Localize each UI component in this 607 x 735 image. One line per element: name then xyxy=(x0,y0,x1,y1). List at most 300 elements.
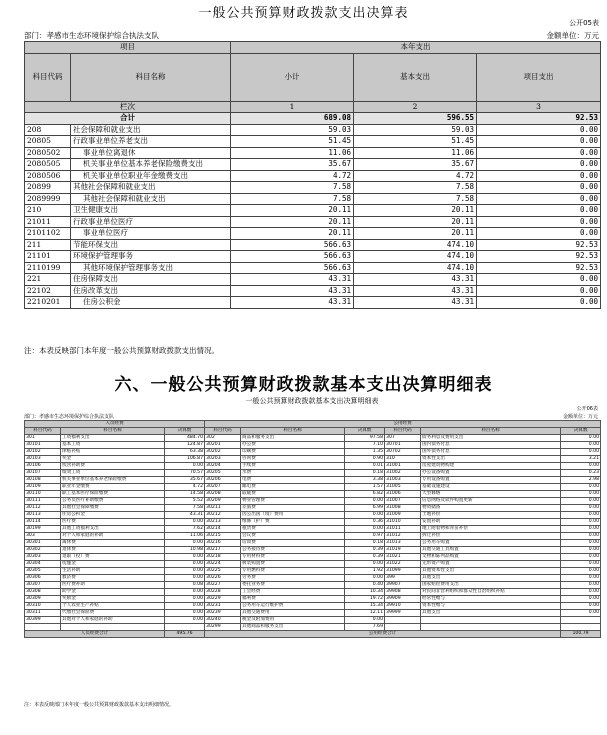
table-row xyxy=(25,170,601,182)
cell-amount-a: 14.58 xyxy=(165,491,205,498)
cell-code-a: 303 xyxy=(25,533,61,540)
row-project: 0.00 xyxy=(477,182,601,194)
cell-name-a: 住房公积金 xyxy=(61,512,165,519)
row-subtotal: 43.31 xyxy=(231,285,354,297)
cell-code-a: 30101 xyxy=(25,442,61,449)
table2-row xyxy=(25,484,601,491)
table2-row xyxy=(25,540,601,547)
cell-name-c: 专用设备购置 xyxy=(421,477,561,484)
cell-code-c: 30701 xyxy=(385,442,421,449)
cell-amount-c: 0.00 xyxy=(561,540,601,547)
cell-code-b: 30240 xyxy=(205,617,241,624)
cell-code-b: 30224 xyxy=(205,561,241,568)
cell-name-c: 资本性赠与 xyxy=(421,603,561,610)
total-project: 92.53 xyxy=(477,113,601,125)
cell-name-c: 土地补偿 xyxy=(421,512,561,519)
cell-amount-b: 0.90 xyxy=(345,456,385,463)
row-code: 22102 xyxy=(25,285,71,297)
cell-name-b: 工会经费 xyxy=(241,589,345,596)
cell-amount-a: 70.57 xyxy=(165,470,205,477)
cell-amount-c: 0.00 xyxy=(561,568,601,575)
table2-row xyxy=(25,610,601,617)
cell-code-a: 30107 xyxy=(25,470,61,477)
cell-amount-c: 0.00 xyxy=(561,575,601,582)
cell-name-c: 资本性支出 xyxy=(421,456,561,463)
cell-amount-b: 10.34 xyxy=(345,589,385,596)
cell-code-a: 30307 xyxy=(25,582,61,589)
table2-row xyxy=(25,624,601,631)
row-project: 0.00 xyxy=(477,228,601,240)
table-row xyxy=(25,285,601,297)
cell-name-b: 委托业务费 xyxy=(241,582,345,589)
cell-name-b: 印刷费 xyxy=(241,449,345,456)
row-name: 其他社会保障和就业支出 xyxy=(71,182,231,194)
cell-amount-c: 0.00 xyxy=(561,610,601,617)
colnum-3: 3 xyxy=(477,101,601,113)
table1-title: 一般公共预算财政拨款支出决算表 xyxy=(198,6,409,21)
row-name: 住房公积金 xyxy=(71,297,231,309)
row-project: 0.00 xyxy=(477,136,601,148)
cell-name-a: 生活补助 xyxy=(61,568,165,575)
cell-amount-c: 0.00 xyxy=(561,603,601,610)
cell-code-c: 39909 xyxy=(385,596,421,603)
table2-row xyxy=(25,554,601,561)
cell-amount-c: 0.00 xyxy=(561,547,601,554)
cell-amount-b: 1.57 xyxy=(345,484,385,491)
header-item: 项目 xyxy=(25,42,231,54)
cell-name-b: 差旅费 xyxy=(241,505,345,512)
cell-amount-c: 0.00 xyxy=(561,596,601,603)
cell-name-c: 其他资本性支出 xyxy=(421,568,561,575)
table2-row xyxy=(25,442,601,449)
cell-code-b: 30216 xyxy=(205,540,241,547)
row-basic: 7.58 xyxy=(354,182,477,194)
cell-amount-a: 0.08 xyxy=(165,582,205,589)
cell-amount-c: 0.00 xyxy=(561,484,601,491)
cell-name-a: 个人农业生产补贴 xyxy=(61,603,165,610)
row-project: 0.00 xyxy=(477,274,601,286)
t2-col-name-2: 科目名称 xyxy=(241,428,345,435)
cell-code-c xyxy=(385,624,421,631)
cell-amount-b: 0.00 xyxy=(345,617,385,624)
cell-code-b: 30206 xyxy=(205,477,241,484)
cell-code-a xyxy=(25,624,61,631)
table2-row xyxy=(25,526,601,533)
cell-amount-b: 1.35 xyxy=(345,449,385,456)
cell-amount-a: 106.87 xyxy=(165,456,205,463)
cell-name-b: 被装购置费 xyxy=(241,561,345,568)
table2-title: 一般公共预算财政拨款基本支出决算明细表 xyxy=(245,397,379,405)
table2-row xyxy=(25,456,601,463)
row-code: 2080506 xyxy=(25,170,71,182)
cell-code-b: 30239 xyxy=(205,610,241,617)
t2-col-code-2: 科目代码 xyxy=(205,428,241,435)
cell-code-c: 39910 xyxy=(385,603,421,610)
cell-code-a: 30114 xyxy=(25,519,61,526)
row-subtotal: 7.58 xyxy=(231,193,354,205)
cell-amount-c: 0.00 xyxy=(561,582,601,589)
table2-row xyxy=(25,477,601,484)
row-basic: 43.31 xyxy=(354,297,477,309)
row-basic: 43.31 xyxy=(354,274,477,286)
cell-name-b: 专用燃料费 xyxy=(241,568,345,575)
cell-amount-c xyxy=(561,624,601,631)
cell-amount-a: 0.00 xyxy=(165,554,205,561)
t2-col-amount-1: 决算数 xyxy=(165,428,205,435)
cell-name-b: 其他商品和服务支出 xyxy=(241,624,345,631)
t2-col-amount-3: 决算数 xyxy=(561,428,601,435)
row-basic: 474.10 xyxy=(354,251,477,263)
cell-name-c: 其他支出 xyxy=(421,575,561,582)
cell-amount-c: 0.00 xyxy=(561,435,601,442)
colnum-label: 栏次 xyxy=(25,101,231,113)
row-subtotal: 43.31 xyxy=(231,297,354,309)
cell-code-a: 30309 xyxy=(25,596,61,603)
cell-name-c: 经常性赠与 xyxy=(421,596,561,603)
row-subtotal: 43.31 xyxy=(231,274,354,286)
cell-code-b: 30213 xyxy=(205,519,241,526)
row-subtotal: 20.11 xyxy=(231,216,354,228)
cell-amount-a: 4.72 xyxy=(165,484,205,491)
cell-amount-a: 0.00 xyxy=(165,540,205,547)
personal-total-label: 人员经费合计 xyxy=(25,631,165,638)
row-subtotal: 20.11 xyxy=(231,205,354,217)
cell-code-c: 31008 xyxy=(385,505,421,512)
cell-code-b: 30214 xyxy=(205,526,241,533)
cell-name-a: 奖金 xyxy=(61,456,165,463)
cell-amount-c: 0.00 xyxy=(561,526,601,533)
cell-amount-b: 0.01 xyxy=(345,463,385,470)
row-name: 行政事业单位养老支出 xyxy=(71,136,231,148)
total-subtotal: 689.08 xyxy=(231,113,354,125)
cell-code-a: 30399 xyxy=(25,617,61,624)
cell-name-a: 绩效工资 xyxy=(61,470,165,477)
cell-code-c: 31010 xyxy=(385,519,421,526)
table2-row xyxy=(25,533,601,540)
cell-code-c: 31099 xyxy=(385,568,421,575)
row-project: 0.00 xyxy=(477,205,601,217)
cell-name-a: 医疗费 xyxy=(61,519,165,526)
cell-code-a: 30106 xyxy=(25,463,61,470)
cell-amount-b: 0.36 xyxy=(345,519,385,526)
cell-code-a: 30102 xyxy=(25,449,61,456)
cell-code-b: 30203 xyxy=(205,456,241,463)
cell-amount-b: 15.34 xyxy=(345,603,385,610)
cell-name-b: 咨询费 xyxy=(241,456,345,463)
cell-amount-c: 0.00 xyxy=(561,498,601,505)
cell-amount-c: 0.00 xyxy=(561,554,601,561)
cell-code-c: 31009 xyxy=(385,512,421,519)
cell-code-c: 31021 xyxy=(385,554,421,561)
cell-code-b: 30227 xyxy=(205,582,241,589)
table-row xyxy=(25,251,601,263)
cell-code-b: 30202 xyxy=(205,449,241,456)
cell-amount-c: 0.00 xyxy=(561,589,601,596)
cell-code-a: 30301 xyxy=(25,540,61,547)
row-name: 其他社会保障和就业支出 xyxy=(71,193,231,205)
cell-code-a: 30199 xyxy=(25,526,61,533)
cell-amount-c xyxy=(561,617,601,624)
row-project: 0.00 xyxy=(477,170,601,182)
cell-code-b: 30207 xyxy=(205,484,241,491)
cell-code-c: 31012 xyxy=(385,533,421,540)
cell-code-b: 30208 xyxy=(205,491,241,498)
row-subtotal: 566.63 xyxy=(231,251,354,263)
t2-col-code-1: 科目代码 xyxy=(25,428,61,435)
cell-code-b: 30228 xyxy=(205,589,241,596)
cell-code-b: 30201 xyxy=(205,442,241,449)
public-total-label: 公用经费合计 xyxy=(205,631,561,638)
expenditure-table xyxy=(24,41,601,309)
cell-name-c: 基础设施建设 xyxy=(421,484,561,491)
cell-amount-c: 0.00 xyxy=(561,505,601,512)
cell-name-b: 水费 xyxy=(241,470,345,477)
cell-amount-a: 0.00 xyxy=(165,561,205,568)
cell-name-b: 公务接待费 xyxy=(241,547,345,554)
cell-name-c: 其他交通工具购置 xyxy=(421,547,561,554)
row-code: 20805 xyxy=(25,136,71,148)
row-code: 2080505 xyxy=(25,159,71,171)
row-subtotal: 35.67 xyxy=(231,159,354,171)
cell-code-b: 30209 xyxy=(205,498,241,505)
row-project: 92.53 xyxy=(477,262,601,274)
col-name: 科目名称 xyxy=(71,53,231,101)
cell-amount-a: 0.00 xyxy=(165,603,205,610)
row-code: 208 xyxy=(25,124,71,136)
table-row xyxy=(25,182,601,194)
cell-amount-c: 0.23 xyxy=(561,470,601,477)
cell-name-b: 商品和服务支出 xyxy=(241,435,345,442)
cell-amount-c: 0.00 xyxy=(561,491,601,498)
cell-name-a: 医疗费补助 xyxy=(61,582,165,589)
table2-row xyxy=(25,435,601,442)
cell-amount-c: 0.00 xyxy=(561,449,601,456)
cell-amount-a: 0.00 xyxy=(165,463,205,470)
row-code: 2089999 xyxy=(25,193,71,205)
row-project: 0.00 xyxy=(477,285,601,297)
row-subtotal: 566.63 xyxy=(231,262,354,274)
row-project: 0.00 xyxy=(477,147,601,159)
cell-name-c: 无形资产购置 xyxy=(421,561,561,568)
cell-amount-b: 0.00 xyxy=(345,561,385,568)
cell-amount-a: 11.06 xyxy=(165,533,205,540)
cell-name-b: 福利费 xyxy=(241,596,345,603)
cell-amount-b: 7.10 xyxy=(345,442,385,449)
cell-amount-a: 0.00 xyxy=(165,568,205,575)
group-personal: 人员经费 xyxy=(25,421,205,428)
cell-amount-c: 0.00 xyxy=(561,519,601,526)
table-row xyxy=(25,239,601,251)
cell-name-c: 大型修缮 xyxy=(421,491,561,498)
cell-code-c: 310 xyxy=(385,456,421,463)
cell-code-c: 31003 xyxy=(385,477,421,484)
cell-amount-b: 0.18 xyxy=(345,540,385,547)
cell-amount-b: 1.92 xyxy=(345,568,385,575)
colnum-2: 2 xyxy=(354,101,477,113)
cell-amount-c: 3.21 xyxy=(561,456,601,463)
cell-name-c: 国内债务付息 xyxy=(421,442,561,449)
cell-code-b: 30205 xyxy=(205,470,241,477)
cell-amount-a: 0.00 xyxy=(165,610,205,617)
cell-amount-a: 0.00 xyxy=(165,519,205,526)
cell-amount-b: 0.00 xyxy=(345,498,385,505)
cell-name-c: 办公设备购置 xyxy=(421,470,561,477)
row-name: 事业单位离退休 xyxy=(71,147,231,159)
cell-code-c: 31013 xyxy=(385,540,421,547)
cell-amount-a: 63.38 xyxy=(165,449,205,456)
row-project: 0.00 xyxy=(477,216,601,228)
cell-name-a xyxy=(61,624,165,631)
cell-amount-b: 0.18 xyxy=(345,470,385,477)
cell-name-c: 公务用车购置 xyxy=(421,540,561,547)
table2-row xyxy=(25,617,601,624)
t2-col-name-3: 科目名称 xyxy=(421,428,561,435)
cell-code-b: 30217 xyxy=(205,547,241,554)
row-name: 事业单位医疗 xyxy=(71,228,231,240)
table-row xyxy=(25,274,601,286)
cell-amount-b: 0.00 xyxy=(345,526,385,533)
row-project: 0.00 xyxy=(477,124,601,136)
cell-name-a: 退职（役）费 xyxy=(61,554,165,561)
cell-code-a: 30110 xyxy=(25,491,61,498)
table2-body xyxy=(25,435,601,631)
table2-row xyxy=(25,603,601,610)
table-row xyxy=(25,136,601,148)
table2-row xyxy=(25,589,601,596)
cell-code-a: 30304 xyxy=(25,561,61,568)
cell-code-b: 30212 xyxy=(205,512,241,519)
cell-code-b: 30211 xyxy=(205,505,241,512)
cell-code-c xyxy=(385,617,421,624)
cell-amount-a xyxy=(165,624,205,631)
cell-code-b: 30226 xyxy=(205,575,241,582)
cell-name-a: 代缴社会保险费 xyxy=(61,610,165,617)
cell-code-a: 30103 xyxy=(25,456,61,463)
cell-amount-a: 0.00 xyxy=(165,589,205,596)
cell-amount-a: 43.31 xyxy=(165,512,205,519)
cell-name-b: 物业管理费 xyxy=(241,498,345,505)
cell-name-a: 津贴补贴 xyxy=(61,449,165,456)
table2-row xyxy=(25,547,601,554)
cell-amount-a: 0.00 xyxy=(165,617,205,624)
cell-name-b: 手续费 xyxy=(241,463,345,470)
colnum-1: 1 xyxy=(231,101,354,113)
table2-unit: 金额单位：万元 xyxy=(562,414,598,420)
row-code: 21101 xyxy=(25,251,71,263)
table1-unit: 金额单位：万元 xyxy=(546,31,599,40)
cell-amount-b: 0.97 xyxy=(345,533,385,540)
row-code: 211 xyxy=(25,239,71,251)
row-subtotal: 20.11 xyxy=(231,228,354,240)
section-title: 六、一般公共预算财政拨款基本支出决算明细表 xyxy=(114,375,493,395)
cell-name-c: 国外债务付息 xyxy=(421,449,561,456)
table2-row xyxy=(25,463,601,470)
cell-name-b: 因公出国（境）费用 xyxy=(241,512,345,519)
cell-name-b: 办公费 xyxy=(241,442,345,449)
cell-name-a: 基本工资 xyxy=(61,442,165,449)
table2-row xyxy=(25,491,601,498)
cell-name-c: 房屋建筑物购建 xyxy=(421,463,561,470)
row-project: 92.53 xyxy=(477,251,601,263)
cell-code-c: 307 xyxy=(385,435,421,442)
cell-code-b: 30218 xyxy=(205,554,241,561)
cell-name-a: 公务员医疗补助缴费 xyxy=(61,498,165,505)
cell-amount-b: 0.39 xyxy=(345,554,385,561)
cell-name-a: 助学金 xyxy=(61,589,165,596)
t2-total-row xyxy=(25,631,601,638)
table2-row xyxy=(25,470,601,477)
cell-code-a: 30113 xyxy=(25,512,61,519)
cell-amount-b: 6.82 xyxy=(345,491,385,498)
table2-row xyxy=(25,498,601,505)
cell-code-b: 30299 xyxy=(205,624,241,631)
cell-code-c: 31011 xyxy=(385,526,421,533)
cell-name-b: 公务用车运行维护费 xyxy=(241,603,345,610)
cell-amount-a: 0.00 xyxy=(165,596,205,603)
row-code: 2110199 xyxy=(25,262,71,274)
cell-code-a: 301 xyxy=(25,435,61,442)
cell-name-a: 职工基本医疗保险缴费 xyxy=(61,491,165,498)
cell-code-a: 30111 xyxy=(25,498,61,505)
row-subtotal: 11.06 xyxy=(231,147,354,159)
table-row xyxy=(25,147,601,159)
cell-code-a: 30112 xyxy=(25,505,61,512)
row-subtotal: 7.58 xyxy=(231,182,354,194)
table2-row xyxy=(25,561,601,568)
cell-name-c: 安置补助 xyxy=(421,519,561,526)
cell-name-a: 抚恤金 xyxy=(61,561,165,568)
cell-code-c: 31001 xyxy=(385,463,421,470)
row-basic: 59.03 xyxy=(354,124,477,136)
row-basic: 11.06 xyxy=(354,147,477,159)
cell-amount-b: 19.72 xyxy=(345,596,385,603)
row-project: 0.00 xyxy=(477,193,601,205)
cell-name-c: 对民间非营利组织和群众性自治组织补贴 xyxy=(421,589,561,596)
table2-row xyxy=(25,512,601,519)
t2-col-code-3: 科目代码 xyxy=(385,428,421,435)
cell-name-a: 职业年金缴费 xyxy=(61,484,165,491)
cell-name-b: 劳务费 xyxy=(241,575,345,582)
row-name: 住房改革支出 xyxy=(71,285,231,297)
row-subtotal: 51.45 xyxy=(231,136,354,148)
row-name: 其他环境保护管理事务支出 xyxy=(71,262,231,274)
cell-amount-b: 7.69 xyxy=(345,624,385,631)
cell-code-b: 30231 xyxy=(205,603,241,610)
cell-code-a: 30310 xyxy=(25,603,61,610)
cell-code-c: 31006 xyxy=(385,491,421,498)
cell-name-b: 租赁费 xyxy=(241,526,345,533)
cell-name-a: 机关事业单位基本养老保险缴费 xyxy=(61,477,165,484)
table1-form-number: 公开05表 xyxy=(569,19,599,27)
table-row xyxy=(25,228,601,240)
cell-amount-b: 97.58 xyxy=(345,435,385,442)
table2-row xyxy=(25,568,601,575)
row-project: 0.00 xyxy=(477,297,601,309)
row-code: 2080502 xyxy=(25,147,71,159)
cell-amount-c: 2.98 xyxy=(561,477,601,484)
cell-code-a: 30109 xyxy=(25,484,61,491)
cell-amount-a: 35.67 xyxy=(165,477,205,484)
cell-name-c: 其他支出 xyxy=(421,610,561,617)
row-code: 21011 xyxy=(25,216,71,228)
cell-name-c xyxy=(421,617,561,624)
cell-code-b: 30215 xyxy=(205,533,241,540)
cell-name-c: 债务利息及费用支出 xyxy=(421,435,561,442)
cell-name-c: 国家赔偿费用支出 xyxy=(421,582,561,589)
row-name: 行政事业单位医疗 xyxy=(71,216,231,228)
cell-name-b: 取暖费 xyxy=(241,491,345,498)
table-row xyxy=(25,205,601,217)
